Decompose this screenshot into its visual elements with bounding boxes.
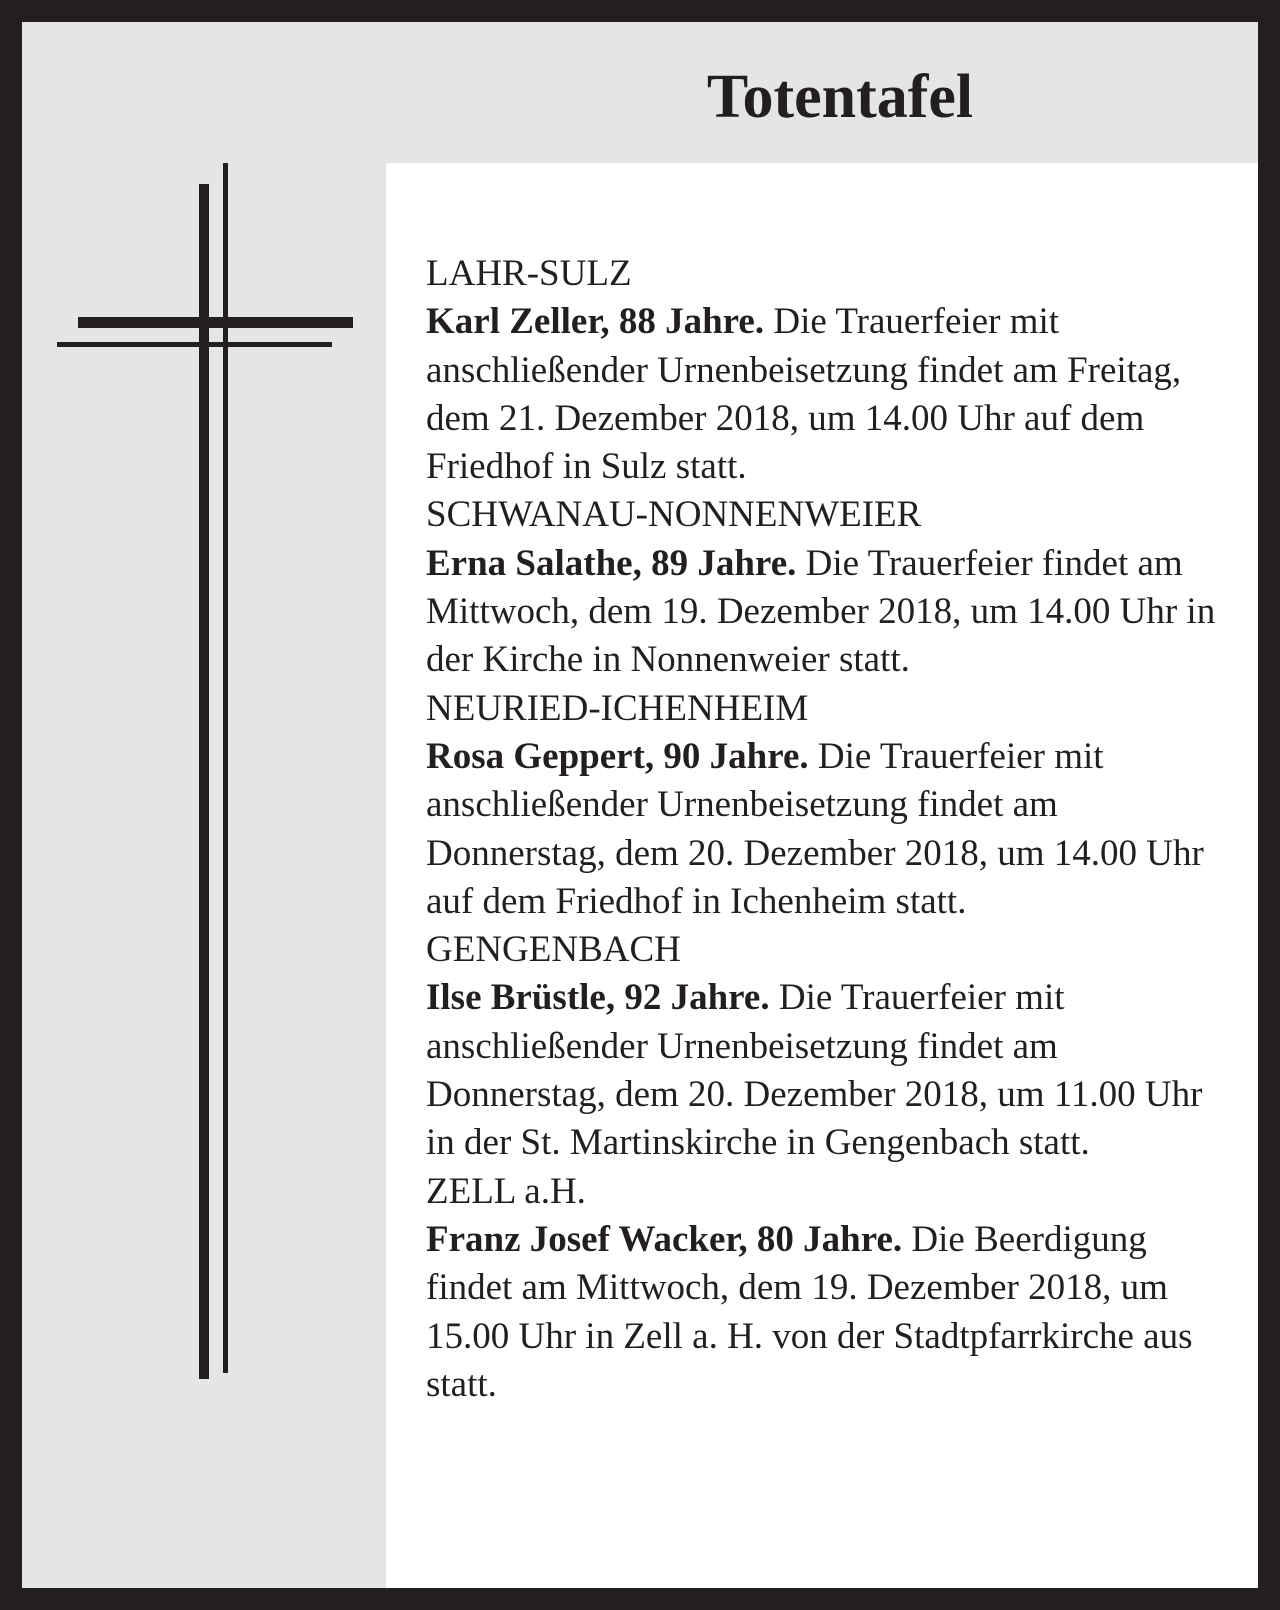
- entry-details: Die Trauerfeier mit anschließender Urnenbeisetzung findet am Donnerstag, dem 20. Dezember 2018, um 14.00 Uhr auf dem Friedhof in Ichenheim statt.: [426, 735, 1204, 922]
- obituary-list: [426, 250, 1236, 1409]
- entry-name: Ilse Brüstle, 92 Jahre.: [426, 977, 770, 1019]
- entry-place: ZELL a.H.: [426, 1170, 586, 1212]
- obituary-entry: [426, 926, 1236, 1167]
- entry-body: [426, 540, 1236, 685]
- entry-details: Die Trauerfeier mit anschließender Urnenbeisetzung findet am Freitag, dem 21. Dezember 2018, um 14.00 Uhr auf dem Friedhof in Sulz statt.: [426, 301, 1182, 488]
- entry-place: LAHR-SULZ: [426, 253, 632, 294]
- cross-horizontal-top: [78, 317, 353, 328]
- entry-name: Karl Zeller, 88 Jahre.: [426, 301, 765, 343]
- cross-horizontal-bottom: [57, 342, 332, 347]
- obituary-entry: [426, 685, 1236, 926]
- entry-place: SCHWANAU-NONNENWEIER: [426, 494, 922, 536]
- entry-body: [426, 733, 1236, 926]
- entry-details: Die Beerdigung findet am Mittwoch, dem 19. Dezember 2018, um 15.00 Uhr in Zell a. H. von der Stadtpfarrkirche aus statt.: [426, 1218, 1193, 1405]
- entry-place: GENGENBACH: [426, 929, 681, 971]
- entry-place: NEURIED-ICHENHEIM: [426, 687, 809, 729]
- entry-name: Rosa Geppert, 90 Jahre.: [426, 735, 809, 777]
- entry-details: Die Trauerfeier mit anschließender Urnenbeisetzung findet am Donnerstag, dem 20. Dezember 2018, um 11.00 Uhr in der St. Martinskirche in Gengenbach statt.: [426, 977, 1203, 1164]
- entry-details: Die Trauerfeier findet am Mittwoch, dem 19. Dezember 2018, um 14.00 Uhr in der Kirche in Nonnenweier statt.: [426, 542, 1216, 681]
- cross-vertical-left: [199, 184, 209, 1379]
- obituary-entry: [426, 1168, 1236, 1409]
- entry-name: Erna Salathe, 89 Jahre.: [426, 542, 797, 584]
- entry-body: [426, 1216, 1236, 1409]
- entry-name: Franz Josef Wacker, 80 Jahre.: [426, 1218, 903, 1260]
- entry-body: [426, 974, 1236, 1167]
- obituary-entry: [426, 491, 1236, 684]
- entry-body: [426, 298, 1236, 491]
- obituary-entry: [426, 250, 1236, 491]
- page-title: Totentafel: [706, 63, 974, 131]
